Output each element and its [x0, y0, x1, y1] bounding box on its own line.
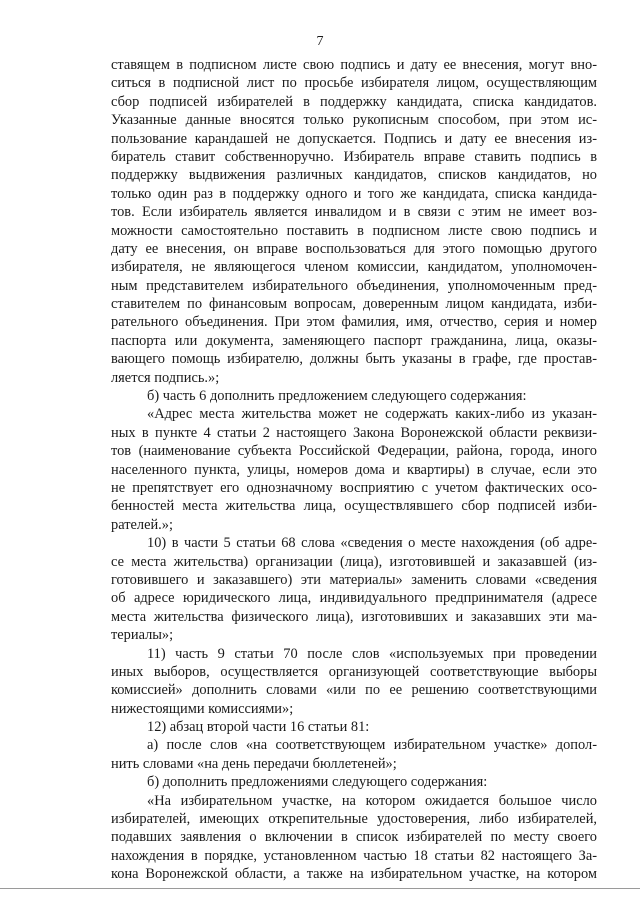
text-line: избирателей, имеющих открепительные удостоверения, либо избирателей, — [111, 811, 597, 828]
text-line: а) после слов «на соответствующем избирательном участке» допол- — [147, 737, 597, 754]
page-bottom-edge — [0, 888, 640, 889]
text-line: об адресе юридического лица, индивидуального предпринимателя (адресе — [111, 590, 597, 607]
paragraph — [111, 736, 597, 773]
text-line: нахождения в порядке, установленном частью 18 статьи 82 настоящего За- — [111, 847, 597, 864]
text-line: б) дополнить предложениями следующего содержания: — [147, 774, 488, 791]
text-line: готовившего и заказавшего) эти материалы» заменить словами «сведения — [111, 571, 597, 588]
text-line: «Адрес места жительства может не содержать каких-либо из указан- — [147, 406, 597, 423]
text-line: можности самостоятельно поставить в подписном листе свою подпись и — [111, 222, 597, 239]
text-line: териалы»; — [111, 627, 174, 644]
text-line: ситься в подписной лист по просьбе избирателя лицом, осуществляющим — [111, 75, 597, 92]
text-line: рательного объединения. При этом фамилия, имя, отчество, серия и номер — [111, 314, 597, 331]
paragraph — [111, 773, 597, 791]
page-number: 7 — [316, 34, 324, 49]
text-line: не препятствует его однозначному восприятию с учетом фактических осо- — [111, 479, 597, 496]
text-line: ставящем в подписном листе свою подпись и дату ее внесения, могут вно- — [111, 57, 597, 73]
text-line: Указанные данные вносятся только рукописным способом, при этом ис- — [111, 112, 597, 129]
paragraph — [111, 405, 597, 534]
paragraph — [111, 645, 597, 719]
text-line: тов (наименование субъекта Российской Федерации, района, города, иного — [111, 443, 597, 460]
text-line: сбор подписей избирателей в поддержку кандидата, списка кандидатов. — [111, 93, 597, 110]
text-line: паспорта или документа, заменяющего паспорт гражданина, лица, оказы- — [111, 332, 597, 349]
text-line: иных выборов, осуществляется организующей соответствующие выборы — [111, 663, 597, 680]
text-line: 12) абзац второй части 16 статьи 81: — [147, 719, 370, 736]
text-line: рателей.»; — [111, 516, 173, 533]
text-line: дату ее внесения, он вправе воспользоваться для этого помощью другого — [111, 240, 597, 257]
text-line: населенного пункта, улицы, номеров дома и квартиры) в случае, если это — [111, 461, 597, 478]
text-line: ных в пункте 4 статьи 2 настоящего Закона Воронежской области реквизи- — [111, 424, 597, 441]
paragraph — [111, 718, 597, 736]
text-line: 11) часть 9 статьи 70 после слов «используемых при проведении — [147, 645, 597, 662]
text-line: бенностей места жительства лица, осуществлявшего сбор подписей изби- — [111, 498, 597, 515]
text-line: «На избирательном участке, на котором ожидается большое число — [147, 792, 597, 809]
text-line: нить словами «на день передачи бюллетеней»; — [111, 755, 397, 772]
text-line: поддержку выдвижения различных кандидатов, списков кандидатов, но — [111, 167, 597, 184]
text-line: места жительства физического лица), изготовивших и заказавших эти ма- — [111, 608, 597, 625]
text-line: вающего помощь избирателю, должны быть указаны в графе, где простав- — [111, 351, 597, 368]
paragraph — [111, 792, 597, 884]
text-line: пользование карандашей не допускается. Подпись и дату ее внесения из- — [111, 130, 597, 147]
text-line: только один раз в поддержку одного и того же кандидата, списка кандида- — [111, 185, 597, 202]
paragraph — [111, 56, 597, 387]
text-line: б) часть 6 дополнить предложением следующего содержания: — [147, 388, 527, 405]
text-line: ляется подпись.»; — [111, 369, 220, 386]
text-line: подавших заявления о включении в список избирателей по месту своего — [111, 829, 597, 846]
text-line: тов. Если избиратель является инвалидом и в связи с этим не имеет воз- — [111, 204, 597, 221]
paragraph — [111, 534, 597, 644]
paragraph — [111, 387, 597, 405]
text-line: комиссией» дополнить словами «или по ее решению соответствующими — [111, 682, 597, 699]
document-body — [111, 56, 597, 884]
text-line: кона Воронежской области, а также на избирательном участке, на котором — [111, 866, 597, 883]
text-line: ставителем по финансовым вопросам, доверенным лицом кандидата, изби- — [111, 296, 597, 313]
text-line: 10) в части 5 статьи 68 слова «сведения о месте нахождения (об адре- — [147, 535, 597, 552]
text-line: биратель ставит собственноручно. Избиратель вправе ставить подпись в — [111, 148, 597, 165]
text-line: избирателя, не являющегося членом комиссии, кандидатом, уполномочен- — [111, 259, 597, 276]
text-line: се места жительства) организации (лица), изготовившей и заказавшей (из- — [111, 553, 597, 570]
text-line: нижестоящими комиссиями»; — [111, 700, 294, 717]
text-line: ным представителем избирательного объединения, уполномоченным пред- — [111, 277, 597, 294]
